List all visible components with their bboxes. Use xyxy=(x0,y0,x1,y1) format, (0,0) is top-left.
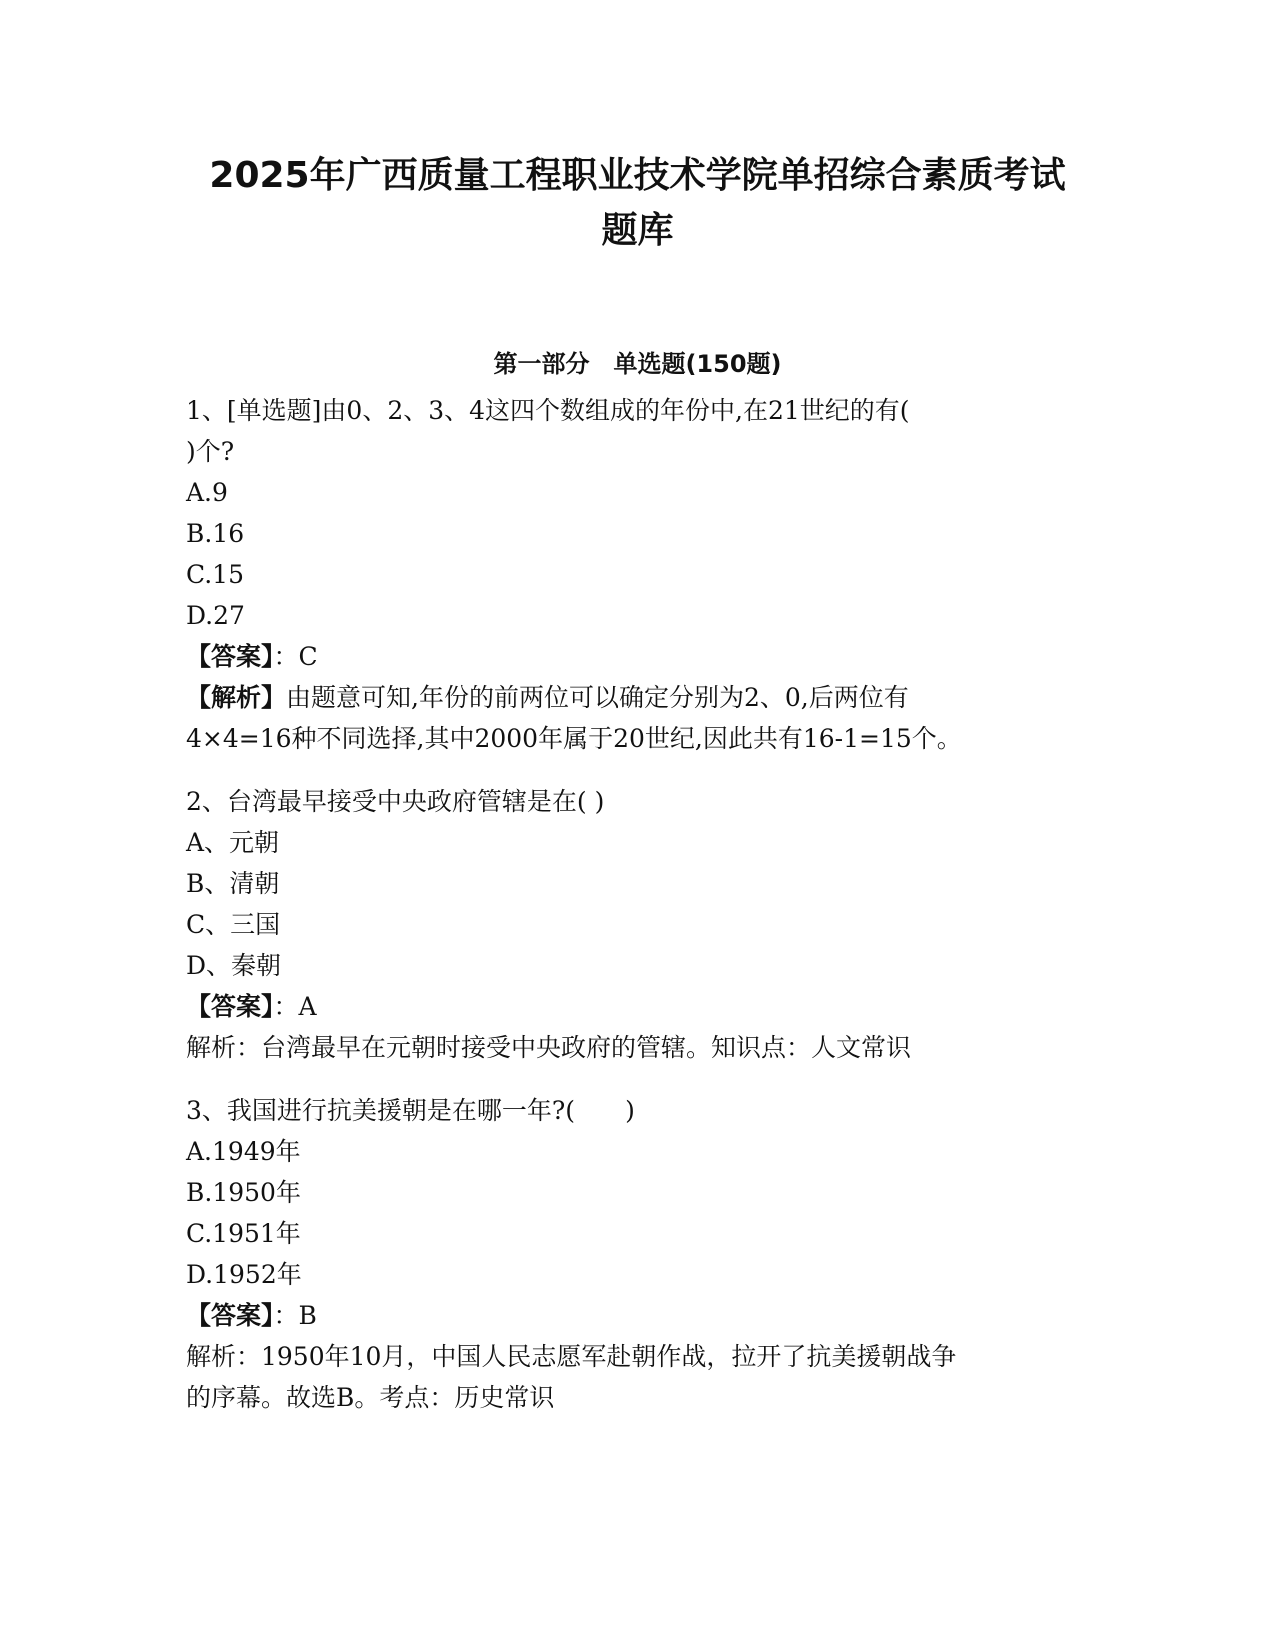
question-3-option-d: D.1952年 xyxy=(186,1260,302,1289)
document-title xyxy=(0,148,1275,258)
question-3-option-a: A.1949年 xyxy=(186,1137,301,1166)
question-3-analysis-line-1: 解析：1950年10月，中国人民志愿军赴朝作战，拉开了抗美援朝战争 xyxy=(186,1342,957,1371)
question-1-analysis-line-2: 4×4=16种不同选择,其中2000年属于20世纪,因此共有16-1=15个。 xyxy=(186,724,962,753)
question-3-option-b: B.1950年 xyxy=(186,1178,301,1207)
question-1-analysis-line-1 xyxy=(186,681,909,715)
answer-label: 【答案】 xyxy=(186,992,274,1021)
answer-value: ：A xyxy=(273,992,317,1021)
question-3-analysis-line-2: 的序幕。故选B。考点：历史常识 xyxy=(186,1383,555,1412)
question-2-answer xyxy=(186,990,317,1024)
question-3-answer xyxy=(186,1299,317,1333)
question-1-answer xyxy=(186,640,318,674)
question-2-stem: 2、台湾最早接受中央政府管辖是在( ) xyxy=(186,787,605,816)
answer-label: 【答案】 xyxy=(186,642,274,671)
analysis-text: 由题意可知,年份的前两位可以确定分别为2、0,后两位有 xyxy=(286,683,909,712)
question-1-option-c: C.15 xyxy=(186,560,244,589)
title-line-2: 题库 xyxy=(601,210,674,251)
question-1-option-b: B.16 xyxy=(186,519,245,548)
answer-label: 【答案】 xyxy=(186,1301,274,1330)
answer-value: ：B xyxy=(273,1301,317,1330)
question-1-stem-line-1: 1、[单选题]由0、2、3、4这四个数组成的年份中,在21世纪的有( xyxy=(186,396,910,425)
question-3-option-c: C.1951年 xyxy=(186,1219,301,1248)
title-line-1: 2025年广西质量工程职业技术学院单招综合素质考试 xyxy=(209,155,1066,196)
question-1-option-a: A.9 xyxy=(186,478,228,507)
analysis-label: 【解析】 xyxy=(186,683,287,712)
question-2-analysis: 解析：台湾最早在元朝时接受中央政府的管辖。知识点：人文常识 xyxy=(186,1033,912,1062)
question-2-option-a: A、元朝 xyxy=(186,828,280,857)
question-1-option-d: D.27 xyxy=(186,601,245,630)
question-1-stem-line-2: )个? xyxy=(186,437,235,466)
section-heading: 第一部分 单选题(150题) xyxy=(493,350,782,378)
question-3-stem: 3、我国进行抗美援朝是在哪一年?( ) xyxy=(186,1096,635,1125)
question-2-option-d: D、秦朝 xyxy=(186,951,282,980)
answer-value: ：C xyxy=(273,642,318,671)
question-2-option-b: B、清朝 xyxy=(186,869,280,898)
question-2-option-c: C、三国 xyxy=(186,910,281,939)
